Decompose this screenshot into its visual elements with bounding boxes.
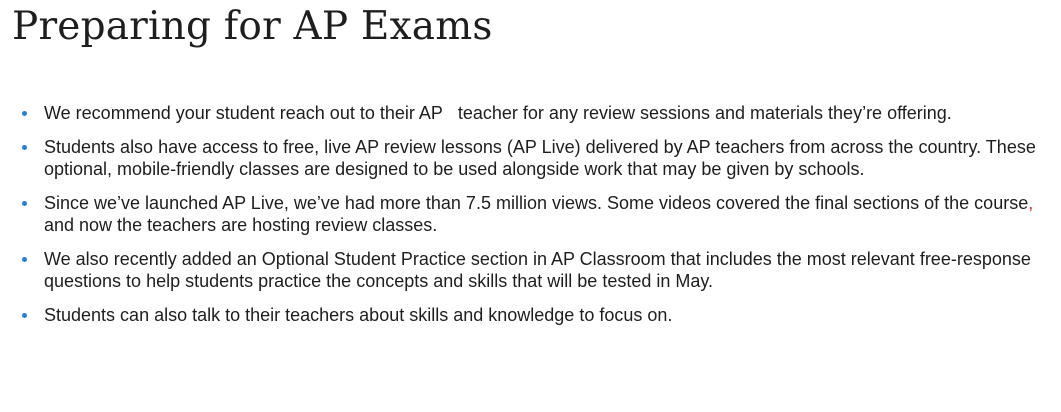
highlighted-comma: , bbox=[1028, 193, 1034, 213]
list-item bbox=[20, 192, 1040, 236]
list-item-text: We also recently added an Optional Student Practice section in AP Classroom that includes the most relevant free-response questions to help students practice the concepts and skills that will be tested in May. bbox=[44, 249, 1031, 291]
bullet-icon bbox=[22, 111, 27, 116]
page-title: Preparing for AP Exams bbox=[12, 4, 493, 49]
list-item bbox=[20, 102, 1040, 124]
bullet-icon bbox=[22, 145, 27, 150]
bullet-icon bbox=[22, 201, 27, 206]
list-item-text-after: and now the teachers are hosting review classes. bbox=[44, 215, 438, 235]
list-item bbox=[20, 248, 1040, 292]
list-item bbox=[20, 304, 1040, 326]
list-item-text-before: Since we’ve launched AP Live, we’ve had more than 7.5 million views. Some videos covered the final sections of the course bbox=[44, 193, 1029, 213]
list-item-text: We recommend your student reach out to their AP teacher for any review sessions and materials they’re offering. bbox=[44, 103, 952, 123]
bullet-icon bbox=[22, 257, 27, 262]
bullet-icon bbox=[22, 313, 27, 318]
bullet-list bbox=[20, 102, 1040, 338]
list-item-text: Students can also talk to their teachers about skills and knowledge to focus on. bbox=[44, 305, 673, 325]
list-item-text: Students also have access to free, live AP review lessons (AP Live) delivered by AP teachers from across the country. These optional, mobile-friendly classes are designed to be used alongside work that may be given by schools. bbox=[44, 137, 1036, 179]
list-item bbox=[20, 136, 1040, 180]
